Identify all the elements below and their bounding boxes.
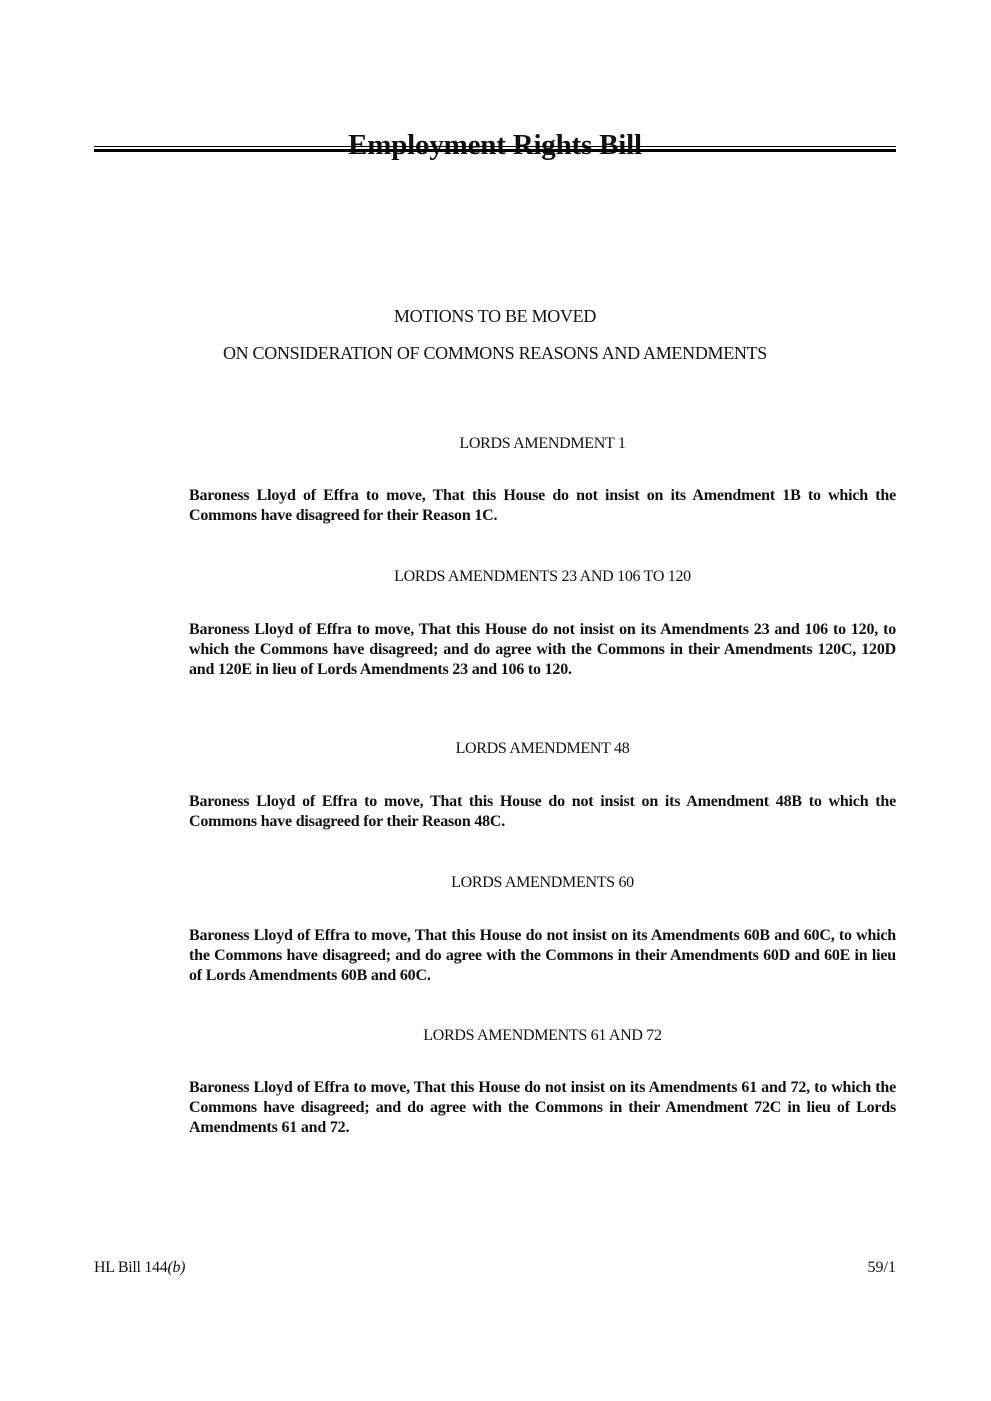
motion-text: Baroness Lloyd of Effra to move, That this House do not insist on its Amendments 23 and 106 to 120, to which the Commons have disagreed; and do agree with the Commons in their Amendments 120C, 120D and 120E in lieu of Lords Amendments 23 and 106 to 120.	[189, 621, 896, 678]
motion-text: Baroness Lloyd of Effra to move, That this House do not insist on its Amendments 60B and 60C, to which the Commons have disagreed; and do agree with the Commons in their Amendments 60D and 60E in lieu of Lords Amendments 60B and 60C.	[189, 927, 896, 984]
motion-text: Baroness Lloyd of Effra to move, That this House do not insist on its Amendment 48B to which the Commons have disagreed for their Reason 48C.	[189, 793, 896, 830]
section-heading: LORDS AMENDMENTS 61 AND 72	[423, 1027, 662, 1044]
motion-text: Baroness Lloyd of Effra to move, That this House do not insist on its Amendment 1B to which the Commons have disagreed for their Reason 1C.	[189, 487, 896, 524]
section-heading: LORDS AMENDMENT 1	[459, 435, 626, 452]
bill-suffix: (b)	[167, 1259, 186, 1276]
subheading-motions: MOTIONS TO BE MOVED	[393, 306, 597, 326]
title-rule-thick	[94, 149, 896, 152]
footer-page-reference: 59/1	[867, 1259, 896, 1276]
footer-bill-reference	[94, 1258, 185, 1278]
section-heading: LORDS AMENDMENTS 60	[451, 874, 634, 891]
bill-number: HL Bill 144	[94, 1259, 168, 1276]
section-heading: LORDS AMENDMENT 48	[455, 740, 630, 757]
subheading-consideration: ON CONSIDERATION OF COMMONS REASONS AND AMENDMENTS	[222, 343, 768, 363]
motion-text: Baroness Lloyd of Effra to move, That this House do not insist on its Amendments 61 and 72, to which the Commons have disagreed; and do agree with the Commons in their Amendment 72C in lieu of Lords Amendments 61 and 72.	[189, 1079, 896, 1136]
title-rule-thin	[94, 146, 896, 147]
section-heading: LORDS AMENDMENTS 23 AND 106 TO 120	[394, 568, 691, 585]
